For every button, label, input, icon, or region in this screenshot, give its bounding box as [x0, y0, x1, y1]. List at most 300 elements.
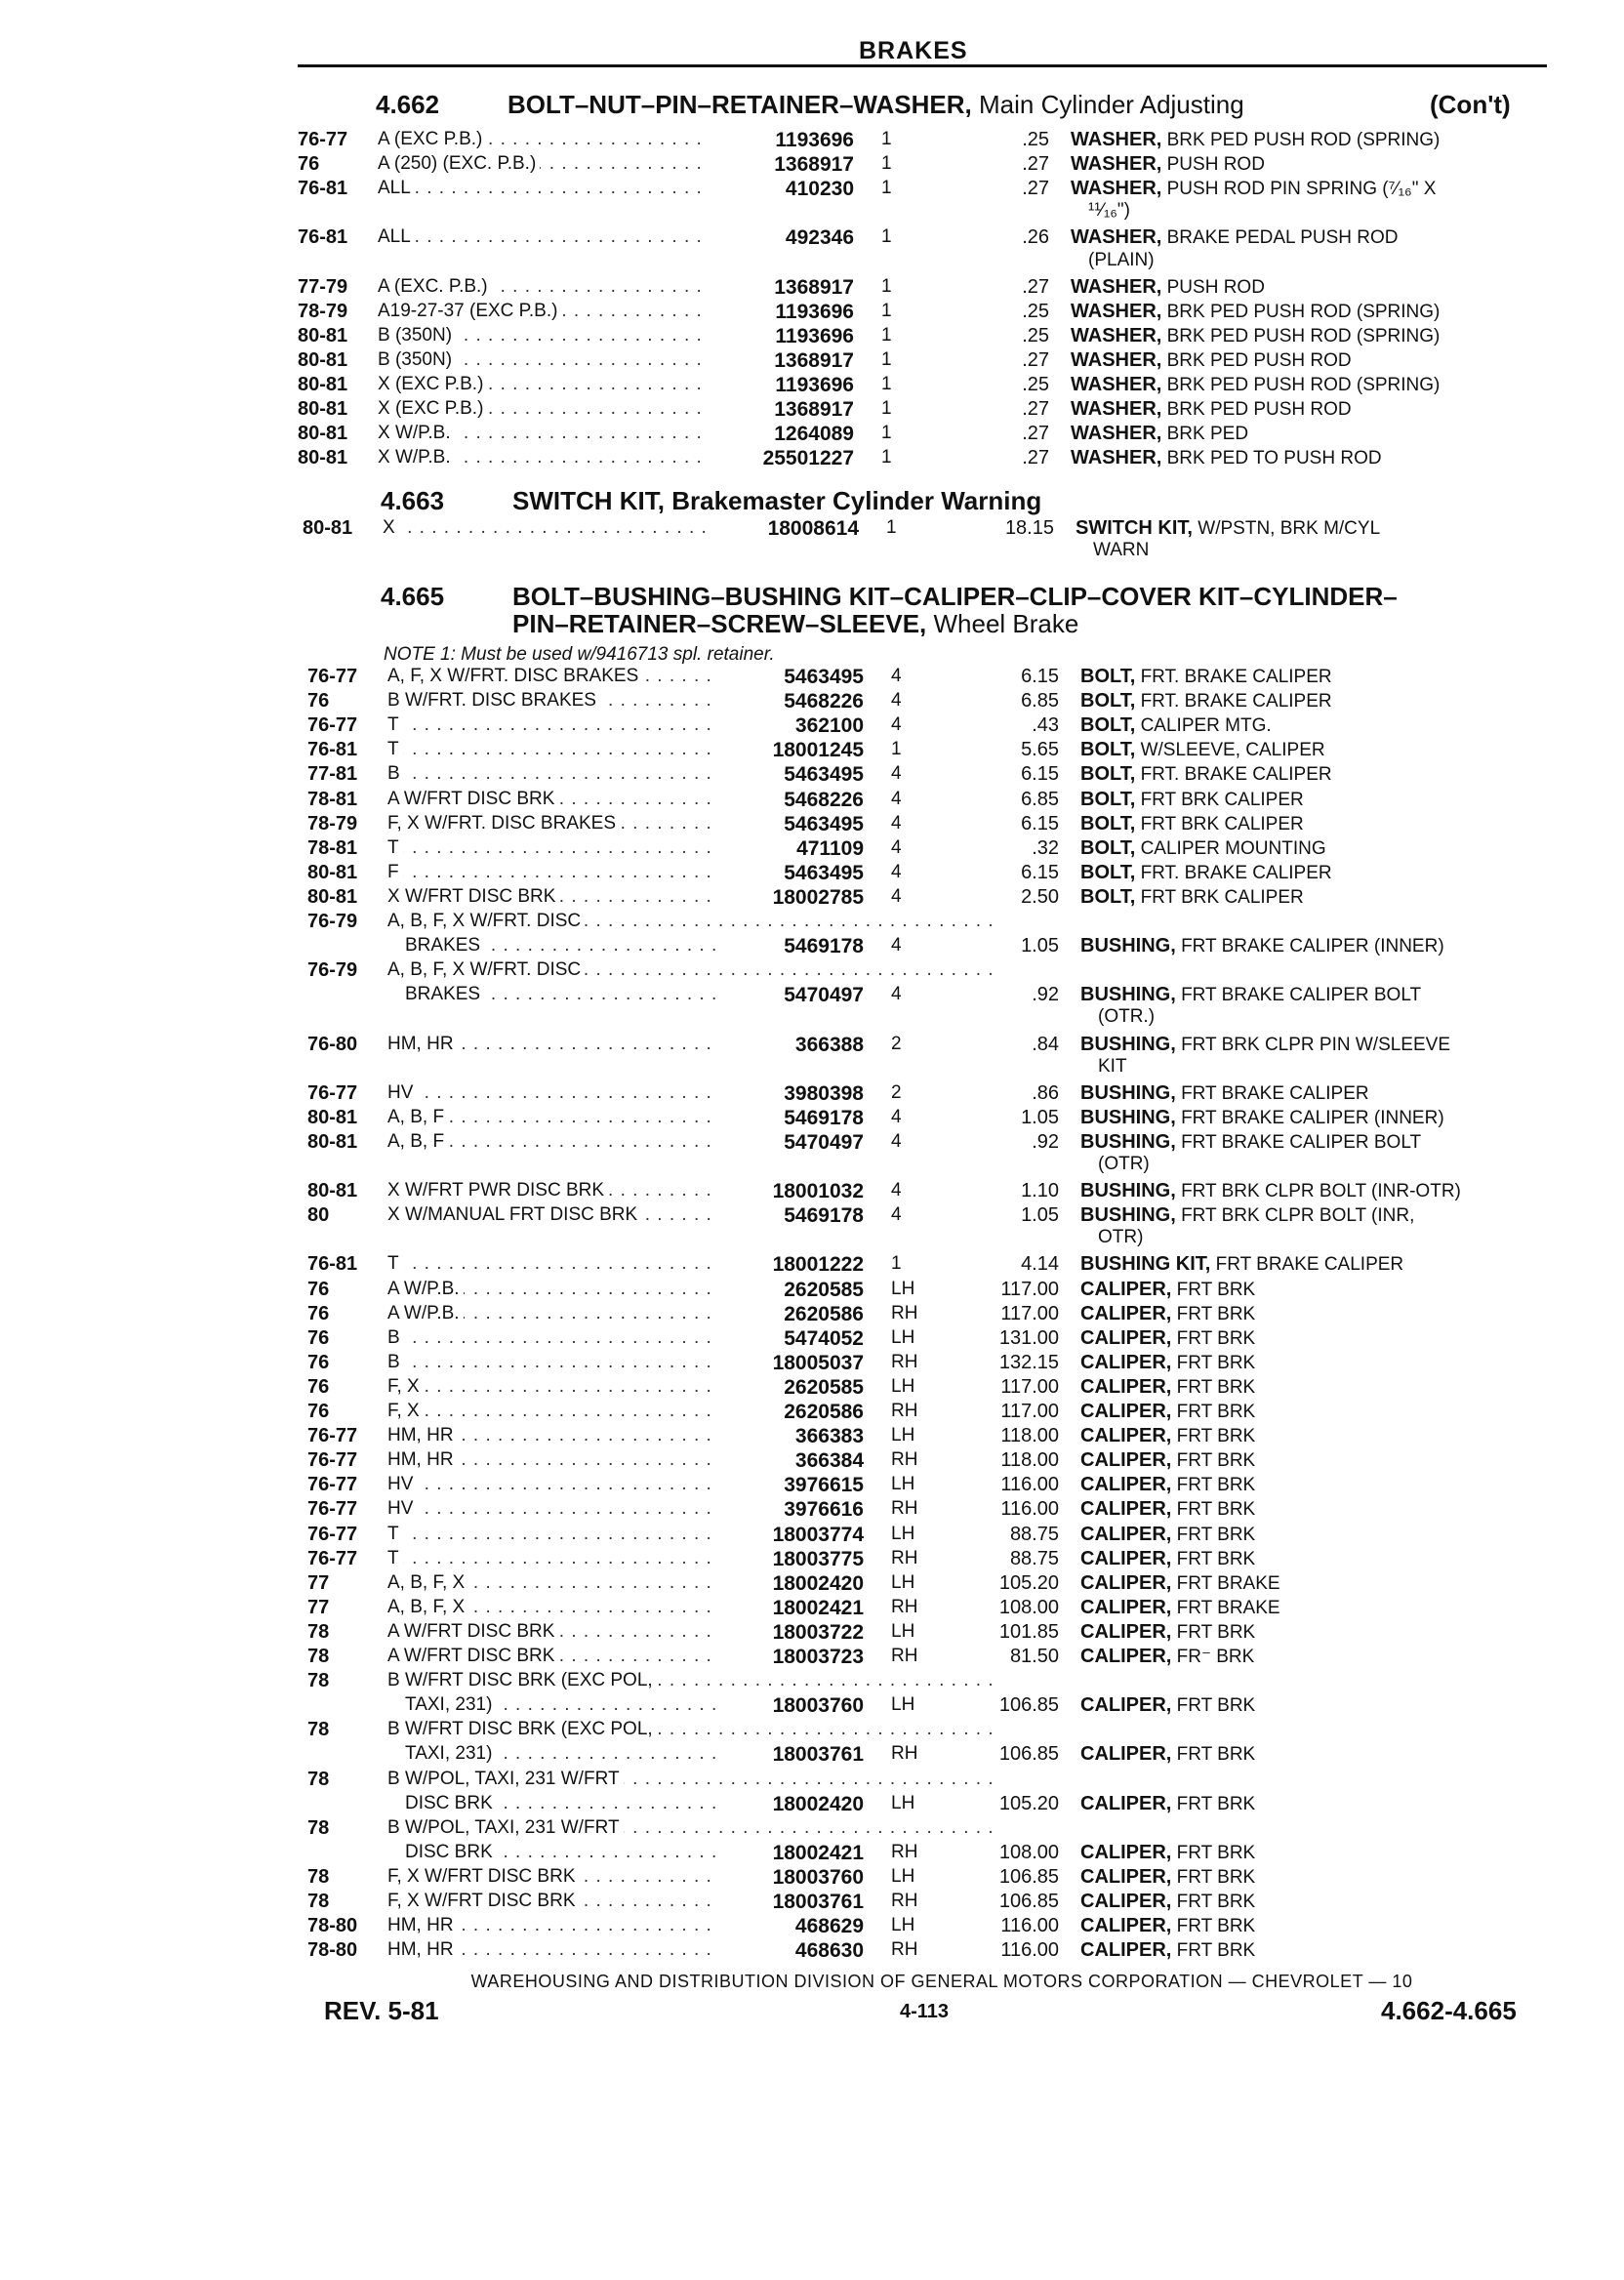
model-desc: A, F, X W/FRT. DISC BRAKES . . . [387, 666, 719, 687]
section-4665-heading [381, 582, 1398, 636]
price: 116.00 [1000, 1498, 1059, 1521]
model-year: 77-81 [307, 763, 358, 786]
price: 116.00 [1000, 1939, 1059, 1962]
model-year: 78-79 [298, 300, 348, 322]
model-year: 76-77 [307, 1547, 358, 1569]
part-name: CALIPER, FRT BRK [1080, 1743, 1256, 1766]
part-number: 18002421 [772, 1596, 864, 1619]
part-name-continuation: (PLAIN) [1088, 249, 1155, 270]
quantity: RH [891, 1547, 918, 1568]
part-number: 5469178 [784, 935, 864, 958]
quantity: RH [891, 1646, 918, 1666]
section-title: BOLT–NUT–PIN–RETAINER–WASHER, [508, 90, 972, 119]
model-desc: A W/FRT DISC BRK . . . [387, 1621, 719, 1643]
model-desc: X W/P.B. . . . [378, 447, 710, 468]
quantity: 1 [881, 178, 892, 199]
section-number: 4.663 [381, 486, 445, 515]
price: 118.00 [1000, 1449, 1059, 1472]
part-number: 18008614 [767, 517, 859, 540]
part-number: 18003722 [772, 1620, 864, 1644]
part-name: BUSHING, FRT BRAKE CALIPER BOLT [1080, 984, 1422, 1006]
quantity: RH [891, 1351, 918, 1372]
part-number: 5470497 [784, 1130, 864, 1154]
price: 1.05 [1021, 935, 1059, 957]
price: .27 [1022, 423, 1049, 445]
part-name: CALIPER, FRT BRK [1080, 1841, 1256, 1863]
model-desc: HM, HR . . . [387, 1939, 719, 1961]
quantity: LH [891, 1694, 915, 1716]
model-year: 76-77 [307, 714, 358, 737]
quantity: LH [891, 1523, 915, 1544]
part-number: 2620586 [784, 1401, 864, 1423]
part-name: CALIPER, FRT BRK [1080, 1939, 1256, 1962]
quantity: RH [891, 1302, 918, 1323]
model-desc: B W/FRT DISC BRK (EXC POL, . . . [387, 1670, 719, 1691]
part-number: 3980398 [784, 1081, 864, 1105]
model-desc: A (EXC. P.B.) . . . [378, 276, 710, 298]
model-year: 76-77 [307, 666, 358, 687]
model-year: 76-81 [298, 226, 348, 249]
price: 105.20 [998, 1792, 1059, 1814]
model-year: 78 [307, 1891, 330, 1912]
price: 2.50 [1021, 885, 1059, 908]
quantity: RH [891, 1596, 918, 1617]
model-desc: HV . . . [387, 1498, 719, 1520]
part-name-continuation: KIT [1098, 1055, 1127, 1077]
part-name: WASHER, BRK PED PUSH ROD (SPRING) [1071, 324, 1441, 346]
model-desc: T . . . [387, 739, 719, 760]
model-year: 78 [307, 1768, 330, 1790]
part-name: WASHER, BRK PED [1071, 423, 1249, 445]
model-year: 76-81 [307, 1253, 358, 1276]
model-desc: X W/FRT PWR DISC BRK . . . [387, 1180, 719, 1201]
model-year: 77 [307, 1596, 330, 1618]
quantity: LH [891, 1792, 915, 1813]
model-year: 80-81 [307, 1130, 358, 1153]
part-number: 1368917 [774, 348, 854, 372]
price: 18.15 [1004, 517, 1054, 539]
quantity: 4 [891, 666, 902, 686]
price: 117.00 [1000, 1375, 1059, 1398]
quantity: 4 [891, 861, 902, 882]
part-number: 1193696 [775, 324, 854, 347]
part-name: WASHER, BRK PED TO PUSH ROD [1071, 447, 1382, 469]
model-desc: B W/FRT DISC BRK (EXC POL, . . . [387, 1719, 719, 1740]
part-number: 5469178 [784, 1204, 864, 1228]
part-number: 1368917 [774, 275, 854, 299]
part-number: 471109 [796, 836, 864, 860]
part-name: CALIPER, FRT BRK [1080, 1425, 1256, 1447]
price: 106.85 [998, 1865, 1059, 1888]
part-number: 25501227 [762, 447, 854, 470]
model-desc: A, B, F, X . . . [387, 1597, 719, 1618]
part-number: 5468226 [784, 788, 864, 811]
model-desc: A19-27-37 (EXC P.B.) . . . [378, 301, 710, 322]
part-name: WASHER, PUSH ROD [1071, 275, 1265, 298]
quantity: 1 [881, 300, 892, 321]
model-desc: F, X . . . [387, 1376, 719, 1398]
model-year: 80-81 [307, 1180, 358, 1202]
quantity: 1 [881, 423, 892, 444]
model-desc: B W/POL, TAXI, 231 W/FRT . . . [387, 1769, 719, 1790]
quantity: 4 [891, 690, 902, 712]
part-number: 18001032 [772, 1180, 864, 1203]
quantity: 4 [891, 714, 902, 736]
quantity: 1 [881, 447, 892, 468]
model-year: 76-79 [307, 959, 358, 982]
part-number: 3976615 [784, 1474, 864, 1497]
section-subtitle: Wheel Brake [926, 609, 1079, 638]
quantity: LH [891, 1278, 915, 1299]
price: 81.50 [1009, 1646, 1059, 1667]
section-title-line2: PIN–RETAINER–SCREW–SLEEVE, [512, 609, 927, 638]
model-desc: HM, HR . . . [387, 1915, 719, 1936]
quantity: 1 [881, 129, 892, 149]
model-year: 77-79 [298, 275, 348, 298]
part-name: BUSHING, FRT BRK CLPR BOLT (INR-OTR) [1080, 1180, 1461, 1202]
footer-page-number: 4-113 [900, 2001, 950, 2022]
model-desc: A, B, F, X W/FRT. DISC . . . [387, 959, 719, 981]
price: .92 [1032, 1130, 1059, 1153]
price: .27 [1022, 348, 1049, 371]
part-name: BOLT, FRT BRK CALIPER [1080, 788, 1304, 810]
quantity: 1 [891, 739, 902, 760]
part-number: 366383 [794, 1425, 864, 1448]
part-name: CALIPER, FRT BRK [1080, 1401, 1256, 1422]
model-year: 80-81 [298, 374, 348, 395]
price: 6.85 [1021, 788, 1059, 810]
price: 105.20 [998, 1571, 1059, 1594]
part-name: WASHER, BRK PED PUSH ROD [1071, 398, 1352, 421]
part-number: 3976616 [784, 1498, 864, 1522]
section-number: 4.665 [381, 582, 445, 611]
quantity: 4 [891, 1204, 902, 1226]
part-number: 5470497 [784, 984, 864, 1007]
model-desc: F, X W/FRT DISC BRK . . . [387, 1866, 719, 1888]
model-desc: A, B, F, X W/FRT. DISC . . . [387, 911, 719, 932]
quantity: 1 [891, 1253, 902, 1275]
section-subtitle: Main Cylinder Adjusting [971, 90, 1244, 119]
price: 88.75 [1009, 1523, 1059, 1545]
price: 116.00 [1000, 1474, 1059, 1496]
model-desc: DISC BRK . . . [405, 1842, 719, 1863]
part-name: BOLT, W/SLEEVE, CALIPER [1080, 739, 1325, 761]
model-desc: X W/P.B. . . . [378, 423, 710, 444]
part-number: 5463495 [784, 861, 864, 884]
model-desc: X W/MANUAL FRT DISC BRK . . . [387, 1204, 719, 1226]
model-year: 78-80 [307, 1915, 358, 1937]
part-name: CALIPER, FRT BRK [1080, 1792, 1256, 1814]
model-year: 76-77 [307, 1523, 358, 1545]
quantity: LH [891, 1474, 915, 1495]
quantity: RH [891, 1449, 918, 1471]
model-desc: X (EXC P.B.) . . . [378, 398, 710, 420]
model-desc: A, B, F . . . [387, 1107, 719, 1128]
part-number: 18002420 [772, 1792, 864, 1815]
model-year: 76-77 [307, 1474, 358, 1496]
model-desc: BRAKES . . . [405, 984, 719, 1005]
part-name: BOLT, FRT BRK CALIPER [1080, 812, 1304, 835]
model-year: 76 [307, 1351, 330, 1373]
part-name: WASHER, BRK PED PUSH ROD (SPRING) [1071, 300, 1441, 322]
model-year: 76 [307, 1401, 330, 1422]
price: 1.10 [1021, 1180, 1059, 1202]
part-number: 410230 [785, 178, 854, 201]
model-desc: T . . . [387, 714, 719, 736]
section-title: BOLT–BUSHING–BUSHING KIT–CALIPER–CLIP–COVER KIT–CYLINDER– [512, 582, 1398, 611]
quantity: 4 [891, 984, 902, 1005]
part-number: 18003760 [772, 1865, 864, 1889]
model-desc: T . . . [387, 837, 719, 859]
footer-revision: REV. 5-81 [324, 1996, 439, 2025]
quantity: 1 [886, 517, 897, 538]
part-name: CALIPER, FRT BRK [1080, 1326, 1256, 1349]
model-desc: F, X W/FRT. DISC BRAKES . . . [387, 813, 719, 835]
price: .25 [1022, 324, 1049, 346]
part-name: BOLT, CALIPER MOUNTING [1080, 836, 1326, 859]
quantity: 1 [881, 153, 892, 175]
part-name: BOLT, FRT. BRAKE CALIPER [1080, 690, 1332, 712]
section-4663-heading [381, 486, 1041, 516]
part-name: CALIPER, FRT BRK [1080, 1620, 1256, 1643]
part-name: BUSHING, FRT BRAKE CALIPER BOLT [1080, 1130, 1422, 1153]
part-number: 5474052 [784, 1326, 864, 1350]
model-desc: HV . . . [387, 1082, 719, 1104]
quantity: 4 [891, 935, 902, 957]
part-number: 468630 [794, 1939, 864, 1963]
model-desc: DISC BRK . . . [405, 1793, 719, 1814]
part-name: BUSHING, FRT BRAKE CALIPER [1080, 1081, 1369, 1104]
quantity: LH [891, 1425, 915, 1446]
model-desc: HV . . . [387, 1474, 719, 1495]
quantity: RH [891, 1498, 918, 1520]
model-year: 78 [307, 1816, 330, 1839]
part-number: 18002421 [772, 1841, 864, 1864]
model-desc: X . . . [383, 517, 714, 539]
part-name: BOLT, FRT BRK CALIPER [1080, 885, 1304, 908]
price: 6.15 [1021, 861, 1059, 883]
section-4662-heading [376, 90, 1511, 120]
model-year: 76 [307, 1375, 330, 1398]
price: 106.85 [998, 1743, 1059, 1766]
part-number: 5469178 [784, 1106, 864, 1129]
price: .27 [1022, 153, 1049, 176]
part-name: CALIPER, FRT BRK [1080, 1449, 1256, 1472]
quantity: 1 [881, 275, 892, 297]
part-name-continuation: (OTR.) [1098, 1006, 1156, 1028]
part-name: CALIPER, FRT BRK [1080, 1302, 1256, 1324]
model-desc: HM, HR . . . [387, 1034, 719, 1055]
part-name-continuation: OTR) [1098, 1227, 1144, 1248]
model-desc: T . . . [387, 1524, 719, 1545]
part-name: BOLT, FRT. BRAKE CALIPER [1080, 861, 1332, 883]
price: 118.00 [1000, 1425, 1059, 1447]
model-year: 76-77 [307, 1449, 358, 1472]
part-number: 1368917 [774, 398, 854, 422]
price: 1.05 [1021, 1106, 1059, 1128]
model-desc: A W/FRT DISC BRK . . . [387, 789, 719, 810]
price: .27 [1022, 398, 1049, 421]
model-year: 76 [307, 1278, 330, 1300]
model-desc: X W/FRT DISC BRK . . . [387, 886, 719, 908]
price: 132.15 [998, 1351, 1059, 1373]
price: 6.15 [1021, 812, 1059, 835]
model-year: 76-80 [307, 1033, 358, 1055]
part-number: 2620585 [784, 1278, 864, 1301]
price: 108.00 [998, 1596, 1059, 1618]
part-name: CALIPER, FRT BRAKE [1080, 1596, 1280, 1618]
model-desc: B . . . [387, 1352, 719, 1373]
price: 116.00 [1000, 1915, 1059, 1937]
section-note: NOTE 1: Must be used w/9416713 spl. retainer. [384, 644, 775, 665]
model-desc: T . . . [387, 1253, 719, 1275]
quantity: RH [891, 1841, 918, 1862]
model-year: 76-81 [307, 739, 358, 761]
part-number: 5463495 [784, 763, 864, 787]
footer-division-line: WAREHOUSING AND DISTRIBUTION DIVISION OF GENERAL MOTORS CORPORATION — CHEVROLET — 10 [470, 1972, 1413, 1991]
quantity: LH [891, 1915, 915, 1936]
model-desc: F . . . [387, 862, 719, 883]
part-name: CALIPER, FRT BRK [1080, 1278, 1256, 1300]
price: 1.05 [1021, 1204, 1059, 1227]
part-name: CALIPER, FRT BRK [1080, 1694, 1256, 1717]
price: 5.65 [1021, 739, 1059, 761]
quantity: LH [891, 1865, 915, 1887]
model-year: 78-81 [307, 788, 358, 810]
part-name: CALIPER, FRT BRK [1080, 1351, 1256, 1373]
model-desc: A, B, F, X . . . [387, 1572, 719, 1594]
model-desc: ALL . . . [378, 226, 710, 248]
part-name: BOLT, FRT. BRAKE CALIPER [1080, 763, 1332, 786]
part-number: 1193696 [775, 374, 854, 396]
footer-section-range: 4.662-4.665 [1381, 1996, 1517, 2025]
part-name: WASHER, PUSH ROD [1071, 153, 1265, 176]
part-number: 362100 [794, 714, 864, 738]
price: .84 [1032, 1033, 1059, 1055]
model-desc: HM, HR . . . [387, 1449, 719, 1471]
model-year: 80-81 [303, 517, 353, 539]
quantity: 2 [891, 1033, 902, 1054]
model-desc: A W/FRT DISC BRK . . . [387, 1646, 719, 1667]
model-year: 78 [307, 1670, 330, 1692]
model-desc: T . . . [387, 1548, 719, 1569]
part-number: 18003723 [772, 1646, 864, 1668]
part-name: BUSHING, FRT BRK CLPR PIN W/SLEEVE [1080, 1033, 1451, 1055]
model-year: 80-81 [298, 423, 348, 445]
model-year: 78 [307, 1646, 330, 1667]
quantity: 1 [881, 374, 892, 394]
part-name: CALIPER, FRT BRAKE [1080, 1571, 1280, 1594]
model-year: 76-79 [307, 911, 358, 932]
model-desc: HM, HR . . . [387, 1425, 719, 1446]
part-name: CALIPER, FRT BRK [1080, 1523, 1256, 1545]
model-year: 80-81 [298, 447, 348, 469]
quantity: RH [891, 1401, 918, 1421]
price: .32 [1032, 836, 1059, 859]
model-desc: A W/P.B. . . . [387, 1303, 719, 1324]
part-name: BOLT, FRT. BRAKE CALIPER [1080, 666, 1332, 687]
model-year: 76-77 [307, 1425, 358, 1447]
model-year: 80-81 [307, 885, 358, 908]
part-number: 18003761 [772, 1891, 864, 1913]
model-year: 78-79 [307, 812, 358, 835]
model-year: 76-77 [307, 1498, 358, 1521]
model-desc: A (EXC P.B.) . . . [378, 129, 710, 150]
model-year: 80-81 [307, 1106, 358, 1128]
part-name: WASHER, BRK PED PUSH ROD [1071, 348, 1352, 371]
model-year: 76-81 [298, 178, 348, 200]
part-name: BOLT, CALIPER MTG. [1080, 714, 1272, 737]
model-desc: A W/P.B. . . . [387, 1279, 719, 1300]
part-number: 5463495 [784, 666, 864, 688]
part-name: CALIPER, FRT BRK [1080, 1547, 1256, 1569]
price: 131.00 [998, 1326, 1059, 1349]
quantity: 1 [881, 324, 892, 346]
model-year: 78 [307, 1620, 330, 1643]
model-year: 76 [307, 1326, 330, 1349]
part-name: CALIPER, FRT BRK [1080, 1474, 1256, 1496]
model-desc: TAXI, 231) . . . [405, 1743, 719, 1765]
continued-label: (Con't) [1430, 90, 1511, 119]
part-number: 5468226 [784, 690, 864, 713]
quantity: 1 [881, 398, 892, 420]
price: .27 [1022, 178, 1049, 200]
part-name: BUSHING, FRT BRAKE CALIPER (INNER) [1080, 1106, 1444, 1128]
part-number: 18003774 [772, 1523, 864, 1546]
quantity: LH [891, 1375, 915, 1397]
model-desc: B . . . [387, 1327, 719, 1349]
page-header-title: BRAKES [859, 37, 968, 64]
part-number: 1193696 [775, 300, 854, 323]
model-year: 80-81 [307, 861, 358, 883]
model-year: 80-81 [298, 348, 348, 371]
price: 6.15 [1021, 666, 1059, 687]
part-number: 1368917 [774, 153, 854, 177]
part-number: 18002420 [772, 1571, 864, 1595]
model-desc: A, B, F . . . [387, 1131, 719, 1153]
part-name: CALIPER, FRT BRK [1080, 1915, 1256, 1937]
part-name: BUSHING, FRT BRK CLPR BOLT (INR, [1080, 1204, 1415, 1227]
price: .27 [1022, 447, 1049, 469]
model-year: 78 [307, 1719, 330, 1741]
part-name: CALIPER, FRT BRK [1080, 1891, 1256, 1912]
part-number: 1193696 [775, 129, 854, 151]
part-number: 468629 [794, 1915, 864, 1938]
price: 117.00 [1000, 1302, 1059, 1324]
model-year: 78-80 [307, 1939, 358, 1962]
model-year: 76 [307, 690, 330, 712]
model-year: 76 [307, 1302, 330, 1324]
price: 106.85 [998, 1694, 1059, 1717]
quantity: LH [891, 1620, 915, 1642]
model-desc: B . . . [387, 763, 719, 785]
part-name: WASHER, BRK PED PUSH ROD (SPRING) [1071, 129, 1441, 150]
quantity: RH [891, 1743, 918, 1765]
part-name: BUSHING KIT, FRT BRAKE CALIPER [1080, 1253, 1404, 1276]
model-year: 80-81 [298, 324, 348, 346]
price: .43 [1032, 714, 1059, 737]
part-number: 18003775 [772, 1547, 864, 1570]
model-year: 78 [307, 1865, 330, 1888]
model-desc: B (350N) . . . [378, 325, 710, 346]
part-number: 2620586 [784, 1302, 864, 1325]
part-number: 18003760 [772, 1694, 864, 1718]
part-number: 492346 [785, 226, 854, 250]
part-number: 18001222 [772, 1253, 864, 1277]
quantity: 1 [881, 226, 892, 248]
part-name: SWITCH KIT, W/PSTN, BRK M/CYL [1076, 517, 1381, 539]
price: 117.00 [1000, 1401, 1059, 1422]
